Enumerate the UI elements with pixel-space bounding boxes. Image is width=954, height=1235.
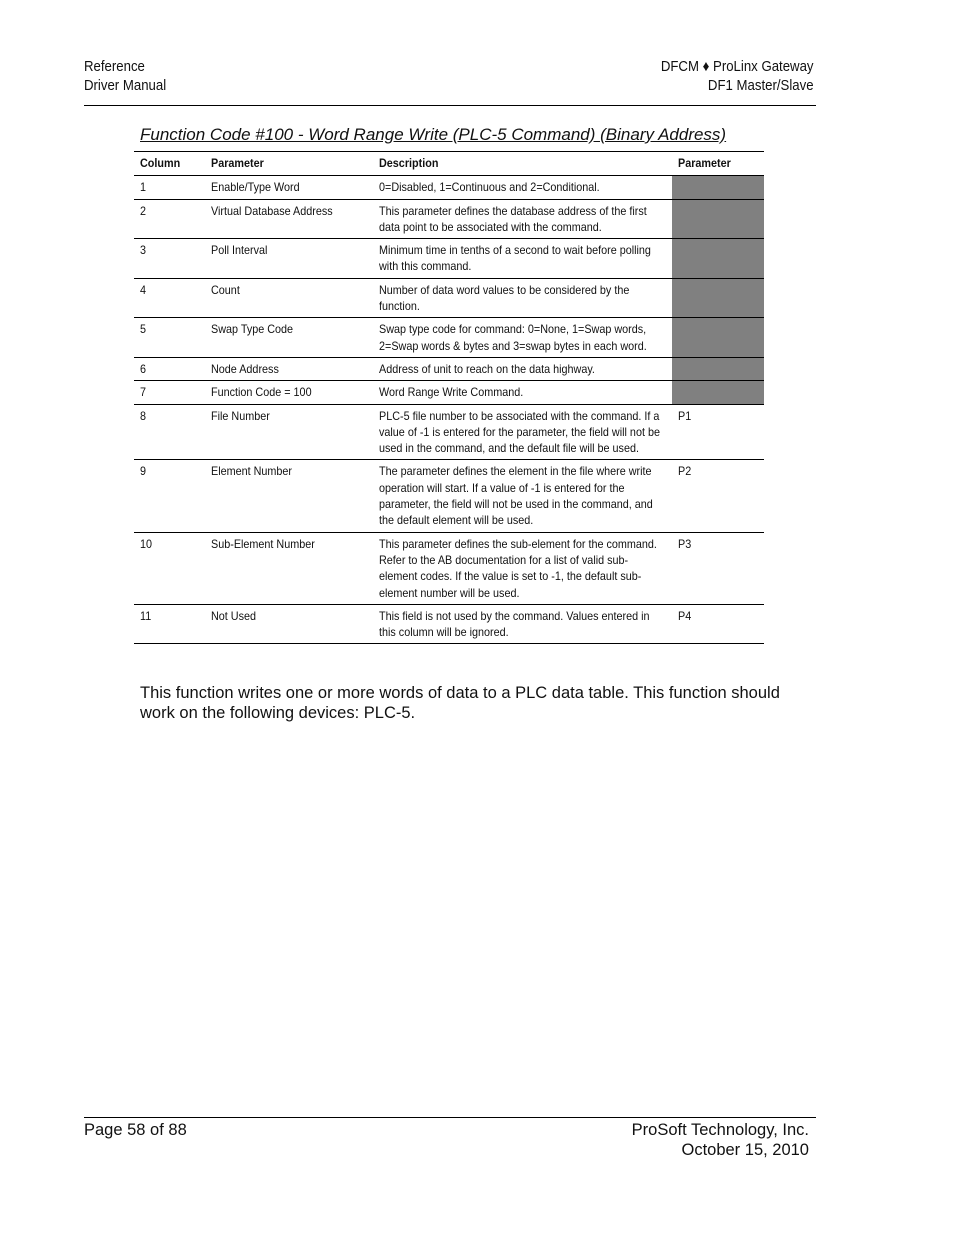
- cell-description: Address of unit to reach on the data highway.: [373, 357, 671, 380]
- header-section: Reference: [84, 58, 145, 75]
- table-row: [134, 532, 764, 604]
- cell-column: 7: [134, 381, 205, 404]
- header-left: [84, 57, 166, 95]
- page-number: Page 58 of 88: [84, 1121, 187, 1139]
- table-body: [134, 176, 764, 644]
- cell-parameter: Function Code = 100: [205, 381, 373, 404]
- footer-date: October 15, 2010: [681, 1141, 809, 1159]
- header-product: DFCM ♦ ProLinx Gateway: [661, 58, 814, 75]
- cell-description: This parameter defines the database address of the first data point to be associated with the command.: [373, 199, 671, 239]
- cell-param-code: [672, 318, 764, 358]
- table-row: [134, 357, 764, 380]
- cell-param-code: P3: [672, 532, 764, 604]
- header-column: Column: [134, 152, 205, 176]
- cell-description: The parameter defines the element in the file where write operation will start. If a value of -1 is entered for the parameter, the field will not be used in the command, and the default element will be used.: [373, 460, 671, 532]
- table-row: [134, 278, 764, 318]
- header-param-code: Parameter: [672, 152, 764, 176]
- cell-param-code: [672, 239, 764, 279]
- cell-column: 3: [134, 239, 205, 279]
- cell-column: 11: [134, 604, 205, 644]
- cell-column: 10: [134, 532, 205, 604]
- cell-parameter: Node Address: [205, 357, 373, 380]
- cell-param-code: P4: [672, 604, 764, 644]
- cell-description: Minimum time in tenths of a second to wait before polling with this command.: [373, 239, 671, 279]
- cell-description: Swap type code for command: 0=None, 1=Swap words, 2=Swap words & bytes and 3=swap bytes in each word.: [373, 318, 671, 358]
- header-right: [661, 57, 814, 95]
- cell-param-code: [672, 199, 764, 239]
- cell-parameter: Element Number: [205, 460, 373, 532]
- cell-param-code: [672, 278, 764, 318]
- cell-parameter: Not Used: [205, 604, 373, 644]
- body-paragraph: This function writes one or more words of data to a PLC data table. This function should work on the following devices: PLC-5.: [140, 684, 780, 722]
- cell-column: 1: [134, 176, 205, 199]
- table-row: [134, 318, 764, 358]
- table-row: [134, 176, 764, 199]
- cell-param-code: P1: [672, 404, 764, 460]
- table-row: [134, 239, 764, 279]
- header-subtitle: DF1 Master/Slave: [708, 77, 814, 94]
- cell-param-code: [672, 381, 764, 404]
- cell-description: Word Range Write Command.: [373, 381, 671, 404]
- cell-parameter: Swap Type Code: [205, 318, 373, 358]
- cell-column: 5: [134, 318, 205, 358]
- cell-parameter: Count: [205, 278, 373, 318]
- header-parameter: Parameter: [205, 152, 373, 176]
- footer-right: [632, 1120, 809, 1160]
- table-row: [134, 604, 764, 644]
- cell-parameter: File Number: [205, 404, 373, 460]
- table-row: [134, 404, 764, 460]
- footer-company: ProSoft Technology, Inc.: [631, 1121, 809, 1139]
- cell-description: PLC-5 file number to be associated with the command. If a value of -1 is entered for the parameter, the field will not be used in the command, and the default file will be used.: [373, 404, 671, 460]
- cell-column: 2: [134, 199, 205, 239]
- header-rule: [84, 105, 816, 106]
- cell-column: 9: [134, 460, 205, 532]
- cell-description: This parameter defines the sub-element for the command. Refer to the AB documentation for a list of valid sub- element codes. If the value is set to -1, the default sub-element number will be used.: [373, 532, 671, 604]
- footer-rule: [84, 1117, 816, 1118]
- table-header-row: [134, 152, 764, 176]
- footer-left: [84, 1120, 187, 1140]
- header-description: Description: [373, 152, 671, 176]
- cell-parameter: Sub-Element Number: [205, 532, 373, 604]
- cell-description: This field is not used by the command. Values entered in this column will be ignored.: [373, 604, 671, 644]
- cell-description: Number of data word values to be considered by the function.: [373, 278, 671, 318]
- table-row: [134, 199, 764, 239]
- cell-description: 0=Disabled, 1=Continuous and 2=Conditional.: [373, 176, 671, 199]
- header-manual: Driver Manual: [84, 77, 167, 94]
- cell-column: 4: [134, 278, 205, 318]
- cell-param-code: [672, 357, 764, 380]
- table-row: [134, 381, 764, 404]
- cell-parameter: Enable/Type Word: [205, 176, 373, 199]
- cell-param-code: P2: [672, 460, 764, 532]
- parameter-table: [134, 151, 764, 644]
- cell-param-code: [672, 176, 764, 199]
- table-row: [134, 460, 764, 532]
- cell-parameter: Poll Interval: [205, 239, 373, 279]
- table-caption: Function Code #100 - Word Range Write (PLC-5 Command) (Binary Address): [140, 125, 727, 144]
- cell-column: 8: [134, 404, 205, 460]
- cell-column: 6: [134, 357, 205, 380]
- cell-parameter: Virtual Database Address: [205, 199, 373, 239]
